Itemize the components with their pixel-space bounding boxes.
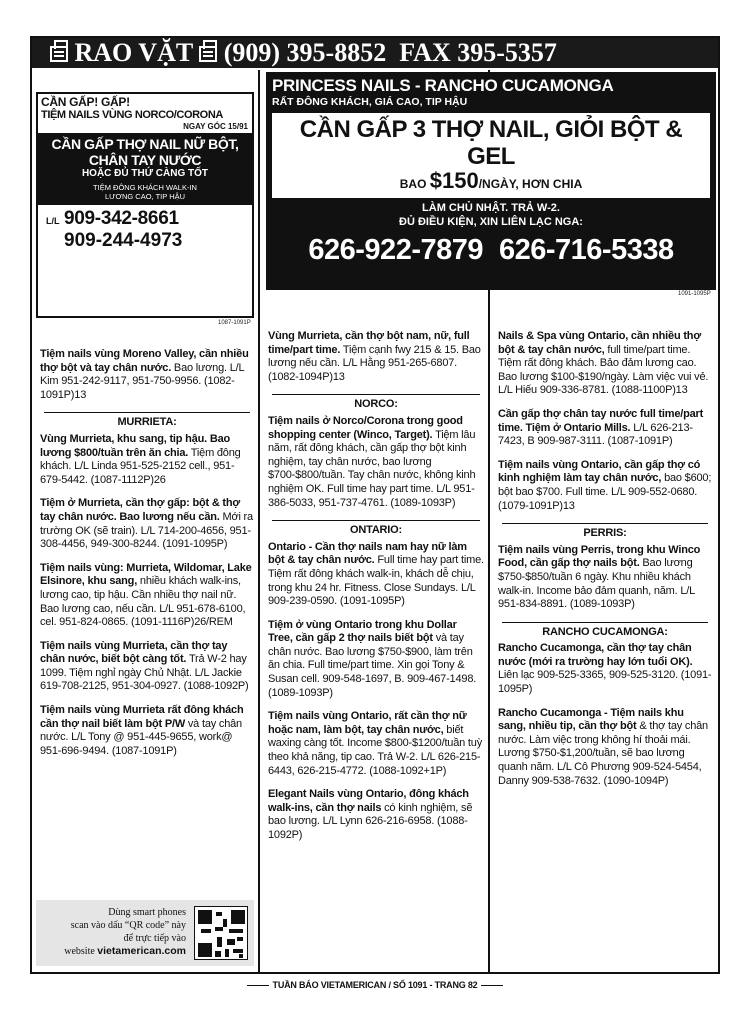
norco-corona-ad bbox=[36, 92, 254, 318]
listing-lead: Ontario - Cần thợ nails nam hay nữ làm bột & tay chân nước. bbox=[268, 540, 467, 567]
ad-title: PRINCESS NAILS - RANCHO CUCAMONGA bbox=[272, 76, 614, 95]
listing-text: Liên lạc 909-525-3365, 909-525-3120. (1091-1095P) bbox=[498, 669, 712, 696]
listing bbox=[40, 562, 254, 630]
ad-location: NGAY GÓC 15/91 bbox=[183, 122, 248, 131]
listing bbox=[40, 497, 254, 551]
section-heading: PERRIS: bbox=[502, 523, 708, 541]
ad-urgent-sub: TIỆM NAILS VÙNG NORCO/CORONA bbox=[41, 109, 223, 121]
listing-text: full time/part time. Tiệm rất đông khách. Bảo đảm lương cao. Bao lương $100-$190/ngày. Làm việc vui vẻ. L/L Hiếu 909-336-8781. (1088-1100P)13 bbox=[498, 343, 709, 397]
listing bbox=[498, 330, 712, 398]
section-heading: MURRIETA: bbox=[44, 412, 250, 430]
listing-lead: Tiệm nails vùng Ontario, rất cần thợ nữ hoặc nam, làm bột, tay chân nước, bbox=[268, 710, 467, 736]
listing-text: Trả W-2 hay 1099. Tiệm nghỉ ngày Chủ Nhật. L/L Jackie 619-708-2125, 951-304-0927. (1088-1092P) bbox=[40, 653, 249, 693]
ad-phone-1: 626-922-7879 bbox=[308, 234, 483, 266]
listing-text: bao $600; bột bao $700. Full time. L/L 909-552-0680. (1079-1091P)13 bbox=[498, 472, 712, 512]
qr-line-4: website bbox=[64, 946, 98, 957]
listings-col-2 bbox=[268, 330, 484, 853]
listing bbox=[268, 330, 484, 384]
section-heading: ONTARIO: bbox=[272, 520, 480, 538]
ad-note-2: LƯƠNG CAO, TIP HẬU bbox=[104, 192, 186, 201]
website-link[interactable]: vietamerican.com bbox=[97, 945, 186, 957]
ad-headline-2: CHÂN TAY NƯỚC bbox=[88, 152, 202, 168]
ad-code: 1091-1095P bbox=[678, 291, 711, 297]
listing-lead: Tiệm nails vùng: Murrieta, Wildomar, Lake Elsinore, khu sang, bbox=[40, 561, 252, 588]
ad-code: 1087-1091P bbox=[218, 320, 251, 326]
column-1 bbox=[32, 70, 260, 972]
listing-lead: Tiệm ở Murrieta, cần thợ gấp: bột & thợ tay chân nước. Bao lương nếu cần. bbox=[40, 497, 241, 523]
ad-headline-1: CẦN GẤP THỢ NAIL NỮ BỘT, bbox=[51, 136, 239, 152]
listing-lead: Tiệm nails vùng Perris, trong khu Winco Food, cần gấp thợ nails bột. bbox=[498, 543, 701, 570]
ad-phone-2: 909-244-4973 bbox=[64, 230, 183, 251]
listing-lead: Nails & Spa vùng Ontario, cần nhiều thợ bột & tay chân nước, bbox=[498, 330, 701, 356]
listing bbox=[498, 642, 712, 696]
listings-col-1 bbox=[40, 348, 254, 768]
header-title: RAO VẶT bbox=[74, 38, 193, 67]
ad-headline-box bbox=[272, 113, 710, 198]
listing bbox=[268, 541, 484, 609]
section-heading: NORCO: bbox=[272, 394, 480, 412]
listing-lead: Vùng Murrieta, cần thợ bột nam, nữ, full time/part time. bbox=[268, 330, 470, 356]
ad-condition-2: ĐỦ ĐIỀU KIỆN, XIN LIÊN LẠC NGA: bbox=[399, 216, 583, 228]
ad-phone-2: 626-716-5338 bbox=[499, 234, 674, 266]
listing bbox=[268, 415, 484, 510]
ad-headline: CẦN GẤP 3 THỢ NAIL, GIỎI BỘT & GEL bbox=[299, 116, 683, 170]
listing-lead: Tiệm nails vùng Ontario, cần gấp thợ có kinh nghiệm làm tay chân nước, bbox=[498, 458, 701, 485]
qr-line-2: scan vào dấu “QR code” này bbox=[70, 920, 186, 931]
listing bbox=[40, 348, 254, 402]
ad-ll-label: L/L bbox=[46, 216, 60, 226]
listing-lead: Elegant Nails vùng Ontario, đông khách walk-ins, cần thợ nails bbox=[268, 788, 469, 814]
listing-lead: Tiệm nails vùng Murrieta, cần thợ tay chân nước, biết bột càng tốt. bbox=[40, 639, 228, 666]
listing-text: Bao lương. L/L Kim 951-242-9117, 951-750-9956. (1082-1091P)13 bbox=[40, 361, 245, 401]
qr-line-1: Dùng smart phones bbox=[108, 907, 186, 918]
listing bbox=[498, 459, 712, 513]
fax-icon bbox=[50, 46, 68, 62]
qr-line-3: để trực tiếp vào bbox=[123, 933, 186, 944]
listing-text: Mới ra trường OK (sẽ train). L/L 714-200-4656, 951-308-4456, 949-300-8244. (1091-1095P) bbox=[40, 510, 253, 551]
listing-text: biết waxing càng tốt. Income $800-$1200/tuần tuỳ theo khả năng, tip cao. Trả W-2. L/L 626-215-6443, 626-215-4772. (1088-1092+1P) bbox=[268, 723, 482, 777]
princess-nails-ad bbox=[266, 72, 716, 290]
ad-headline-box bbox=[38, 133, 252, 205]
listing bbox=[268, 619, 484, 701]
listing-lead: Rancho Cucamonga, cần thợ tay chân nước (mới ra trường hay lớn tuổi OK). bbox=[498, 642, 693, 668]
ad-pay-pre: BAO bbox=[399, 177, 430, 191]
header-phone: (909) 395-8852 bbox=[223, 38, 387, 67]
listing-lead: Rancho Cucamonga - Tiệm nails khu sang, nhiều tip, cần thợ bột bbox=[498, 706, 684, 733]
listing-text: có kinh nghiệm, sẽ bao lương. L/L Lynn 626-216-6958. (1088-1092P) bbox=[268, 801, 473, 841]
qr-code-icon[interactable] bbox=[194, 906, 248, 960]
listing-text: và tay chân nước. L/L Tony @ 951-445-9655, work@ 951-696-9494. (1087-1091P) bbox=[40, 717, 242, 757]
listing-lead: Tiệm nails vùng Moreno Valley, cần nhiều thợ bột và tay chân nước. bbox=[40, 348, 249, 374]
ad-pay-amount: $150 bbox=[429, 168, 479, 193]
listing bbox=[498, 707, 712, 789]
header-fax: FAX 395-5357 bbox=[399, 38, 557, 67]
listing-text: Tiệm lâu năm, rất đông khách, cần gấp thợ bột kinh nghiệm, tay chân nước, bao lương $700-$800/tuần. Tay chân nước, không kinh nghiệm OK. Full time hay part time. L/L 951-386-5033, 951-737-4761. (1089-1093P) bbox=[268, 428, 476, 509]
listing bbox=[498, 544, 712, 612]
listing-text: Tiệm đông khách. L/L Linda 951-525-2152 cell., 951-679-5442. (1087-1112P)26 bbox=[40, 446, 241, 486]
listing-lead: Cần gấp thợ chân tay nước full time/part time. Tiệm ở Ontario Mills. bbox=[498, 407, 704, 434]
ad-phone-1: 909-342-8661 bbox=[64, 208, 179, 229]
page-header bbox=[32, 38, 718, 68]
ad-pay bbox=[274, 170, 708, 195]
ad-subtitle: RẤT ĐÔNG KHÁCH, GIÁ CAO, TIP HẬU bbox=[272, 96, 468, 108]
listing-text: Bao lương $750-$850/tuần 6 ngày. Khu nhiều khách walk-in. Income bảo đảm quanh, năm. L/L 951-834-8891. (1089-1093P) bbox=[498, 557, 695, 611]
listing bbox=[40, 640, 254, 694]
listing-text: L/L 626-213-7423, B 909-987-3111. (1087-1091P) bbox=[498, 421, 693, 448]
listing-text: và tay chân nước. Bao lương $750-$900, làm trên ăn chia. Full time/part time. Xin gọi Tony & Susan cell. 909-548-1697, B. 909-467-1498. (1089-1093P) bbox=[268, 632, 477, 699]
listing-lead: Tiệm ở vùng Ontario trong khu Dollar Tree, cần gấp 2 thợ nails biết bột bbox=[268, 618, 457, 645]
ad-urgent: CẦN GẤP! GẤP! bbox=[41, 95, 130, 109]
listing-text: Tiệm cạnh fwy 215 & 15. Bao lương nếu cần. L/L Hằng 951-265-6807. (1082-1094P)13 bbox=[268, 343, 481, 383]
ad-note-1: TIỆM ĐÔNG KHÁCH WALK-IN bbox=[93, 183, 197, 192]
listing bbox=[268, 710, 484, 778]
ad-phones bbox=[38, 205, 252, 252]
listing-lead: Vùng Murrieta, khu sang, tip hậu. Bao lương $800/tuần trên ăn chia. bbox=[40, 432, 231, 459]
listing bbox=[40, 433, 254, 487]
listing bbox=[498, 408, 712, 449]
ad-headline-3: HOẶC ĐỦ THỨ CÀNG TỐT bbox=[81, 168, 209, 179]
ad-phones bbox=[272, 231, 710, 269]
ad-condition-1: LÀM CHỦ NHẬT. TRẢ W-2. bbox=[422, 202, 560, 214]
listing-text: nhiều khách walk-ins, lương cao, tip hậu. Cần nhiều thợ nail nữ. Bao lương cao, nếu cần. L/L 951-678-6100, cel. 951-824-0865. (1091-1116P)26/REM bbox=[40, 575, 246, 629]
section-heading: RANCHO CUCAMONGA: bbox=[502, 622, 708, 640]
footer-text: TUẦN BÁO VIETAMERICAN / SỐ 1091 - TRANG 82 bbox=[272, 980, 478, 990]
classified-page bbox=[30, 36, 720, 974]
listing-lead: Tiệm nails ở Norco/Corona trong good shopping center (Winco, Target). bbox=[268, 414, 463, 441]
qr-promo bbox=[36, 900, 254, 966]
page-footer bbox=[0, 980, 750, 990]
listing-text: & thợ tay chân nước. Làm việc trong không hí thoải mái. Lương $750-$1,200/tuần, sẽ bao lương quanh năm. L/L Cô Phương 909-524-5454, Danny 909-538-7632. (1090-1094P) bbox=[498, 720, 708, 787]
listing bbox=[268, 788, 484, 842]
listing bbox=[40, 704, 254, 758]
listing-lead: Tiệm nails vùng Murrieta rất đông khách cần thợ nail biết làm bột P/W bbox=[40, 704, 244, 730]
listing-text: Full time hay part time. Tiệm rất đông khách walk-in, khách dễ chịu, trong khu 24 hr. Fitness. Close Sundays. L/L 909-239-0590. (1091-1095P) bbox=[268, 554, 484, 608]
ad-pay-post: /NGÀY, HƠN CHIA bbox=[478, 177, 583, 191]
fax-icon bbox=[199, 46, 217, 62]
listings-col-3 bbox=[498, 330, 712, 798]
